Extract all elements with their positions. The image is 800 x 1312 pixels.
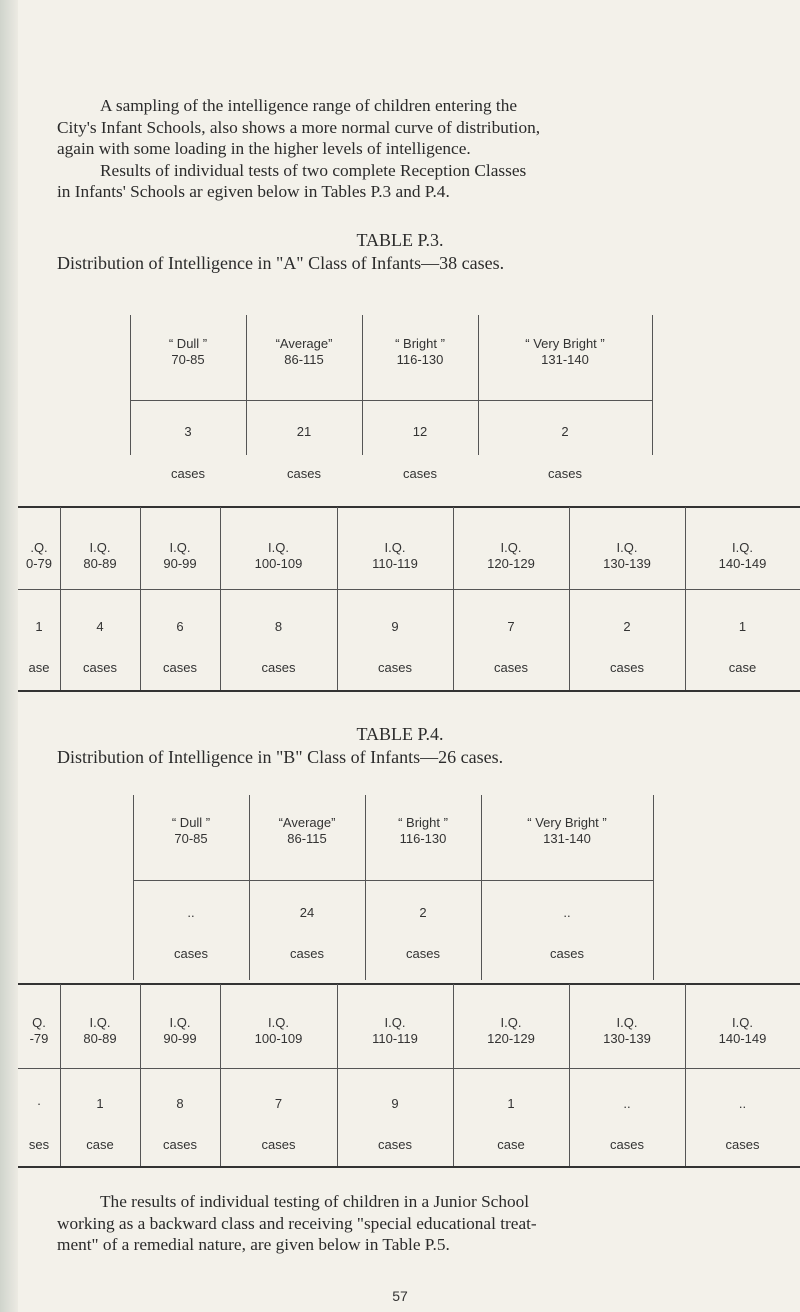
table-p4-caption: Distribution of Intelligence in "B" Class of Infants—26 cases. (57, 747, 504, 767)
table-p4-title: TABLE P.4. (356, 724, 444, 744)
intro-line: again with some loading in the higher levels of intelligence. (57, 139, 471, 158)
category-count: .. (563, 905, 571, 920)
category-header: “ Dull ” 70-85 (168, 336, 208, 367)
table-border (18, 690, 800, 692)
category-unit: cases (550, 946, 584, 961)
iq-band-unit: cases (163, 1137, 197, 1152)
category-count: 21 (296, 424, 312, 439)
iq-band-header: I.Q. 120-129 (487, 1015, 535, 1046)
iq-band-header: I.Q. 130-139 (603, 1015, 651, 1046)
iq-band-header: I.Q. 100-109 (254, 540, 303, 571)
iq-band-header: I.Q. 80-89 (83, 540, 117, 571)
category-count: 3 (184, 424, 192, 439)
category-count: 24 (299, 905, 315, 920)
table-border (18, 1166, 800, 1168)
iq-band-header: I.Q. 90-99 (163, 1015, 197, 1046)
category-header: “Average” 86-115 (275, 336, 333, 367)
iq-band-header: I.Q. 80-89 (83, 1015, 117, 1046)
iq-band-unit: cases (163, 660, 197, 675)
iq-band-header: I.Q. 100-109 (254, 1015, 303, 1046)
intro-line: A sampling of the intelligence range of children entering the (100, 96, 518, 115)
category-unit: cases (548, 466, 582, 481)
category-count: 2 (561, 424, 569, 439)
iq-band-unit: cases (610, 1137, 644, 1152)
table-border (18, 1068, 800, 1069)
iq-band-count: 7 (274, 1096, 283, 1111)
table-p3-title: TABLE P.3. (356, 230, 444, 250)
category-header: “ Very Bright ” 131-140 (525, 336, 605, 367)
iq-band-unit: case (86, 1137, 114, 1152)
category-header: “ Bright ” 116-130 (395, 336, 445, 367)
iq-band-count: .. (623, 1096, 631, 1111)
iq-band-unit: cases (494, 660, 528, 675)
category-header: “Average” 86-115 (278, 815, 336, 846)
table-border (653, 795, 654, 980)
category-unit: cases (171, 466, 205, 481)
intro-line: Results of individual tests of two complete Reception Classes (100, 160, 527, 180)
iq-band-unit: cases (378, 660, 412, 675)
page-number: 57 (392, 1288, 408, 1304)
iq-band-header: I.Q. 90-99 (163, 540, 197, 571)
iq-band-count: 4 (96, 619, 104, 634)
iq-band-count: · (36, 1096, 42, 1111)
iq-band-unit: case (728, 660, 757, 675)
closing-line: The results of individual testing of children in a Junior School (100, 1192, 530, 1211)
intro-paragraph (57, 95, 747, 203)
category-unit: cases (287, 466, 321, 481)
closing-line: working as a backward class and receiving "special educational treat- (57, 1213, 537, 1233)
table-border (18, 983, 800, 985)
category-unit: cases (406, 946, 440, 961)
iq-band-count: 1 (507, 1096, 515, 1111)
iq-band-unit: cases (378, 1137, 412, 1152)
iq-band-count: 9 (391, 1096, 399, 1111)
iq-band-count: 7 (507, 619, 515, 634)
table-border (130, 400, 652, 401)
iq-band-count: 1 (738, 619, 747, 634)
table-border (133, 880, 653, 881)
iq-band-header: Q. -79 (29, 1015, 49, 1046)
category-header: “ Dull ” 70-85 (171, 815, 211, 846)
iq-band-header: I.Q. 140-149 (718, 540, 767, 571)
intro-line: City's Infant Schools, also shows a more normal curve of distribution, (57, 117, 541, 137)
category-count: .. (187, 905, 195, 920)
iq-band-unit: ses (28, 1137, 50, 1152)
iq-band-header: I.Q. 110-119 (372, 540, 418, 571)
category-count: 12 (412, 424, 428, 439)
table-border (18, 589, 800, 590)
iq-band-unit: cases (610, 660, 644, 675)
category-unit: cases (403, 466, 437, 481)
iq-band-unit: case (497, 1137, 525, 1152)
iq-band-count: 6 (176, 619, 184, 634)
table-p3-caption: Distribution of Intelligence in "A" Class of Infants—38 cases. (57, 253, 505, 273)
iq-band-count: 8 (176, 1096, 184, 1111)
iq-band-unit: cases (83, 660, 117, 675)
closing-line: ment" of a remedial nature, are given below in Table P.5. (57, 1235, 450, 1254)
iq-band-count: 1 (35, 619, 43, 634)
iq-band-count: 2 (623, 619, 631, 634)
iq-band-header: I.Q. 140-149 (718, 1015, 767, 1046)
category-header: “ Bright ” 116-130 (398, 815, 448, 846)
table-border (652, 315, 653, 455)
intro-line: in Infants' Schools ar egiven below in Tables P.3 and P.4. (57, 182, 450, 201)
iq-band-count: .. (738, 1096, 747, 1111)
closing-paragraph (57, 1191, 747, 1256)
iq-band-header: I.Q. 130-139 (603, 540, 651, 571)
scan-edge (0, 0, 18, 1312)
category-count: 2 (419, 905, 427, 920)
iq-band-count: 1 (96, 1096, 104, 1111)
iq-band-header: .Q. 0-79 (25, 540, 53, 571)
category-header: “ Very Bright ” 131-140 (527, 815, 607, 846)
iq-band-header: I.Q. 120-129 (487, 540, 535, 571)
category-unit: cases (174, 946, 208, 961)
iq-band-unit: cases (725, 1137, 760, 1152)
iq-band-unit: cases (261, 1137, 296, 1152)
iq-band-count: 9 (391, 619, 399, 634)
table-border (18, 506, 800, 508)
category-unit: cases (290, 946, 324, 961)
iq-band-count: 8 (274, 619, 283, 634)
iq-band-header: I.Q. 110-119 (372, 1015, 418, 1046)
iq-band-unit: ase (28, 660, 50, 675)
iq-band-unit: cases (261, 660, 296, 675)
